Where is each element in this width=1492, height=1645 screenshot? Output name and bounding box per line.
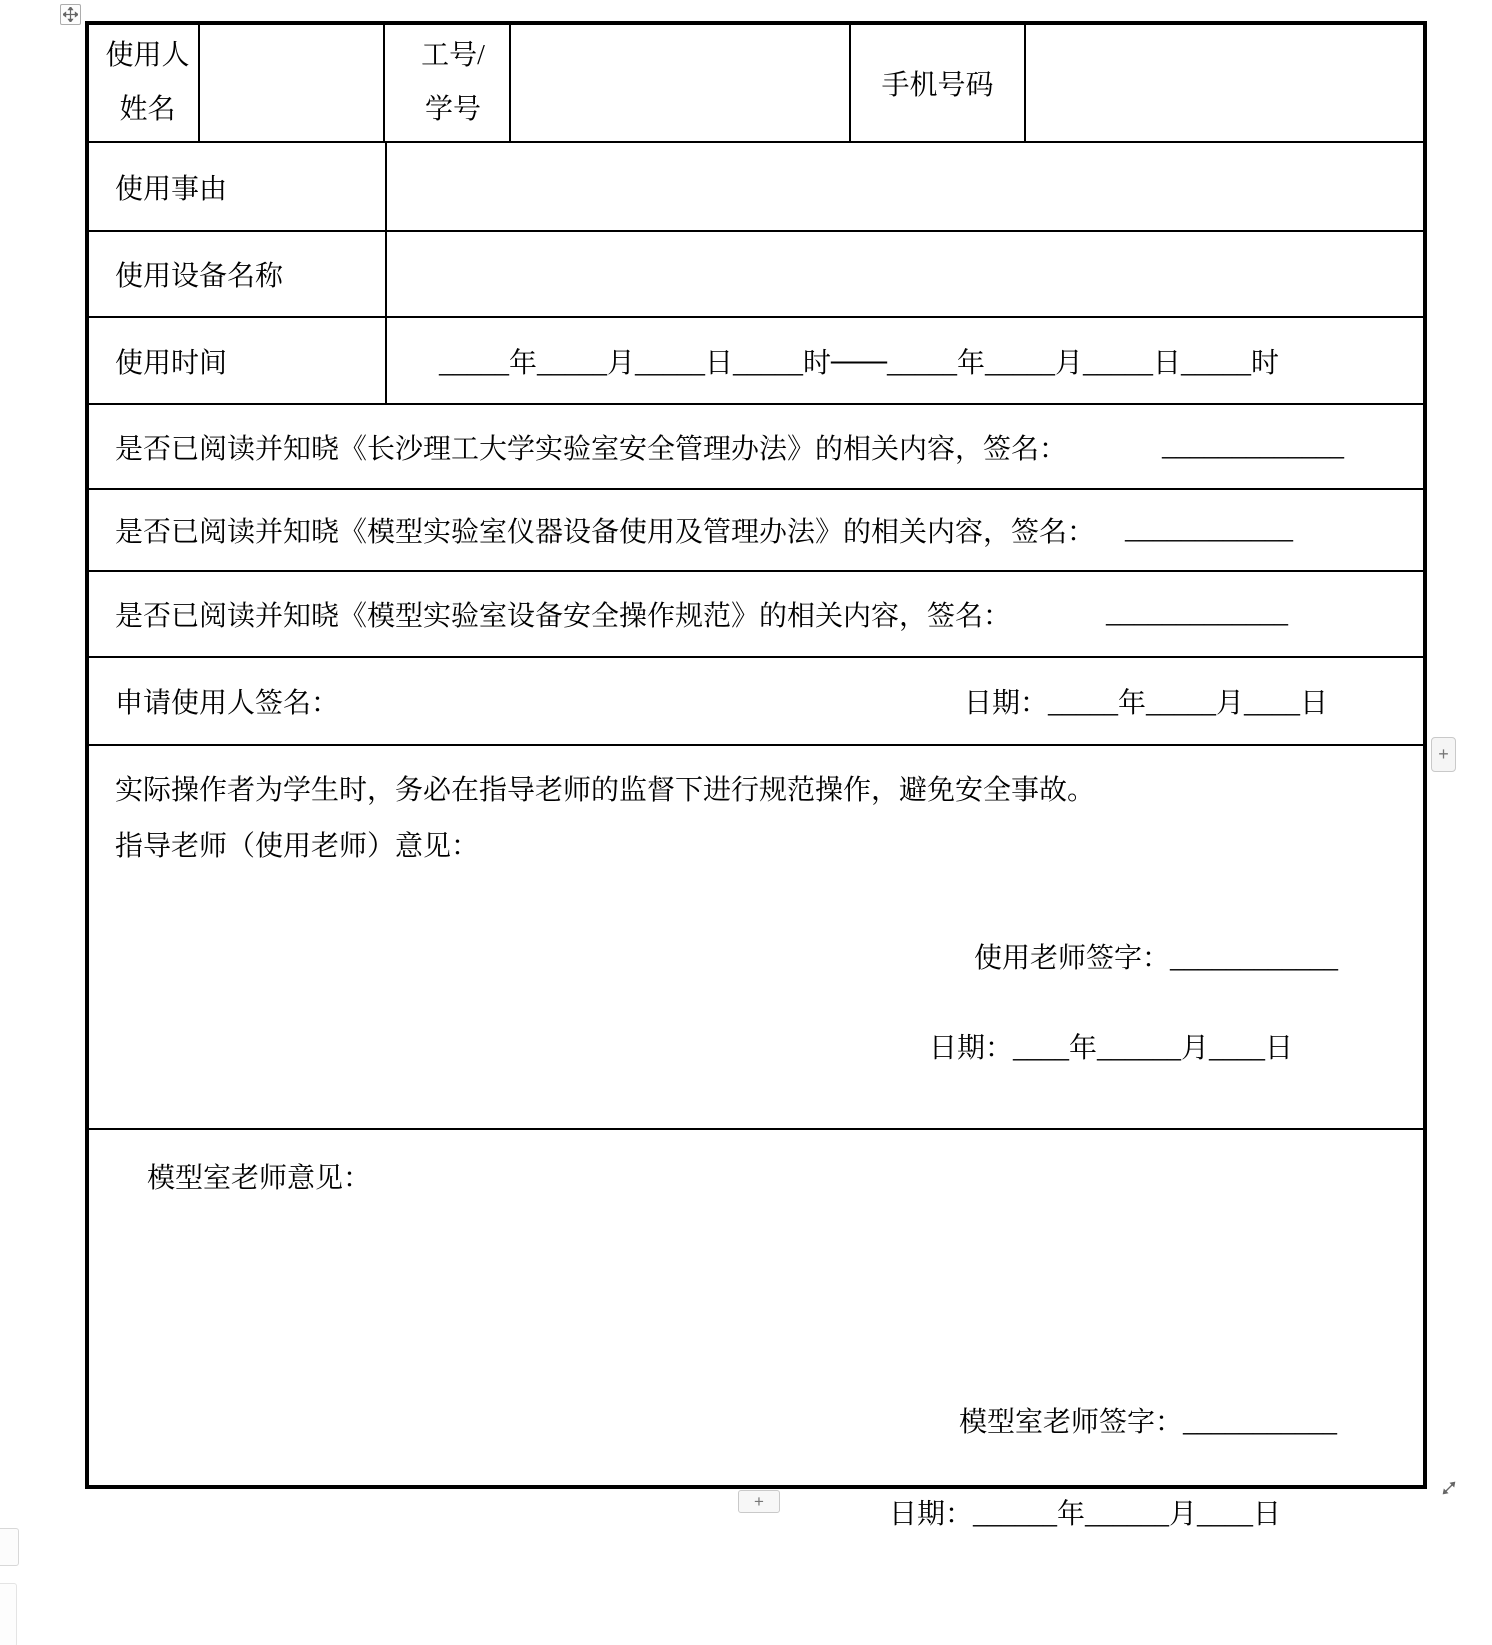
table-row — [89, 1130, 1423, 1532]
table-row — [89, 405, 1423, 490]
read-rule-3-signature-blank[interactable]: _____________ — [1106, 598, 1289, 629]
table-row — [89, 572, 1423, 658]
user-name-label-line2: 姓名 — [119, 94, 176, 125]
phone-label-cell: 手机号码 — [851, 25, 1026, 141]
read-rule-1-signature-blank[interactable]: _____________ — [1162, 430, 1345, 462]
read-rule-2-cell — [89, 490, 1423, 570]
advisor-opinion-label: 指导老师（使用老师）意见： — [115, 831, 480, 862]
advisor-note-text: 实际操作者为学生时，务必在指导老师的监督下进行规范操作，避免安全事故。 — [115, 775, 1096, 806]
plus-icon: + — [754, 1491, 764, 1511]
read-rule-1-cell — [89, 405, 1423, 488]
id-input-cell[interactable] — [511, 25, 851, 141]
advisor-signature-blank[interactable]: ____________ — [1170, 943, 1339, 974]
table-move-handle[interactable] — [60, 4, 81, 25]
user-name-label-cell — [89, 25, 200, 141]
advisor-opinion-cell — [89, 746, 1423, 1128]
insert-row-button[interactable] — [1431, 737, 1456, 772]
table-row — [89, 746, 1423, 1130]
time-input-cell[interactable] — [387, 318, 1423, 403]
time-start-blank[interactable]: _____年_____月_____日_____时 — [439, 347, 832, 379]
device-label-cell: 使用设备名称 — [89, 232, 387, 316]
read-rule-1-text: 是否已阅读并知晓《长沙理工大学实验室安全管理办法》的相关内容，签名： — [115, 433, 1068, 465]
model-room-opinion-cell — [89, 1130, 1423, 1532]
reason-input-cell[interactable] — [387, 143, 1423, 230]
time-end-blank[interactable]: _____年_____月_____日_____时 — [887, 347, 1280, 379]
table-row — [89, 318, 1423, 405]
table-row — [89, 232, 1423, 318]
id-label-line2: 学号 — [424, 94, 481, 125]
user-name-label-line1: 使用人 — [105, 40, 190, 71]
reason-label-cell: 使用事由 — [89, 143, 387, 230]
table-row — [89, 25, 1423, 143]
read-rule-2-text: 是否已阅读并知晓《模型实验室仪器设备使用及管理办法》的相关内容，签名： — [115, 517, 1096, 548]
plus-icon: + — [1438, 744, 1449, 764]
move-icon — [63, 7, 78, 22]
time-separator: —— — [831, 344, 888, 376]
id-label-cell — [385, 25, 511, 141]
phone-input-cell[interactable] — [1026, 25, 1423, 141]
advisor-sign-label: 使用老师签字： — [974, 943, 1171, 974]
model-room-opinion-label: 模型室老师意见： — [147, 1163, 372, 1194]
equipment-use-form-table — [85, 21, 1427, 1530]
add-row-button[interactable] — [738, 1490, 780, 1513]
model-room-sign-line — [889, 1372, 1423, 1474]
applicant-sign-label: 申请使用人签名： — [115, 688, 340, 719]
table-row — [89, 490, 1423, 572]
advisor-date-blank[interactable]: 日期：____年______月____日 — [929, 1033, 1294, 1064]
id-label-line1: 工号/ — [421, 40, 485, 71]
model-room-date-blank[interactable]: 日期：______年______月____日 — [889, 1499, 1282, 1530]
resize-diagonal-arrow-icon — [1441, 1480, 1457, 1496]
read-rule-2-signature-blank[interactable]: ____________ — [1125, 514, 1294, 545]
user-name-input-cell[interactable] — [200, 25, 385, 141]
cropped-side-widget — [0, 1528, 19, 1566]
read-rule-3-cell — [89, 572, 1423, 656]
advisor-sign-line — [904, 908, 1423, 1010]
device-input-cell[interactable] — [387, 232, 1423, 316]
cropped-side-widget — [0, 1583, 17, 1645]
table-row — [89, 658, 1423, 746]
applicant-date-blank[interactable]: 日期：_____年_____月____日 — [963, 688, 1328, 719]
applicant-signature-cell — [89, 658, 1423, 744]
table-resize-handle[interactable] — [1438, 1477, 1460, 1499]
time-label-cell: 使用时间 — [89, 318, 387, 403]
table-row — [89, 143, 1423, 232]
read-rule-3-text: 是否已阅读并知晓《模型实验室设备安全操作规范》的相关内容，签名： — [115, 601, 1012, 632]
model-room-sign-label: 模型室老师签字： — [959, 1407, 1184, 1438]
model-room-signature-blank[interactable]: ___________ — [1183, 1407, 1338, 1438]
